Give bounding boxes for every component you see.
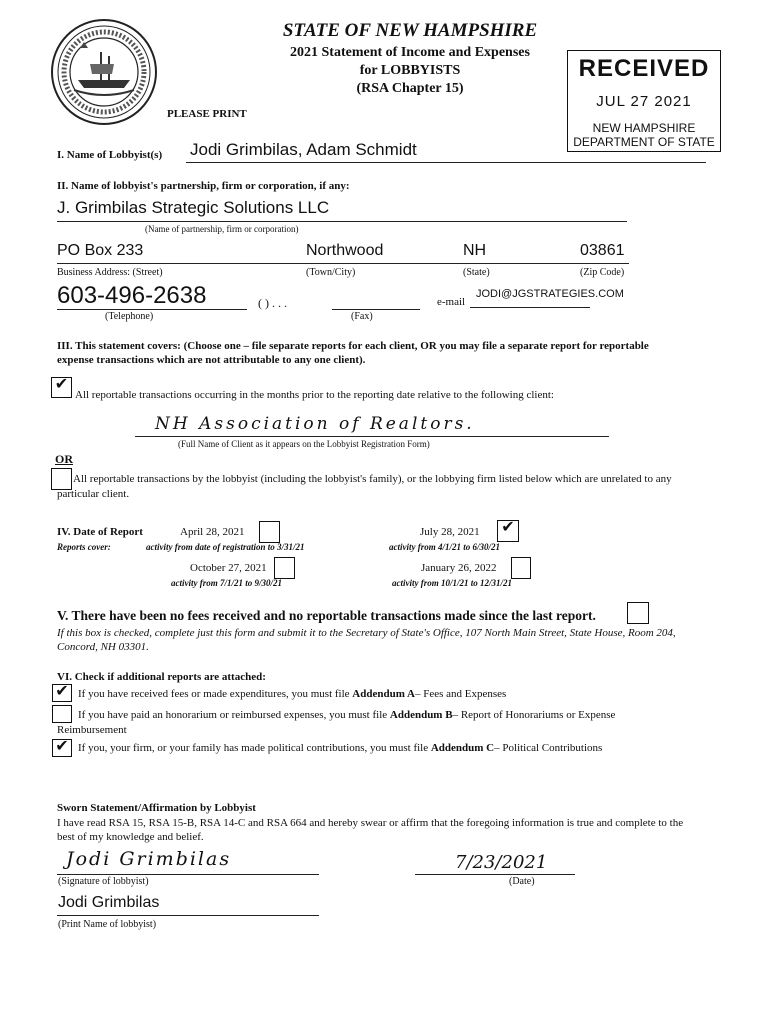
unattributed-option-text: All reportable transactions by the lobbyist (including the lobbyist's family), or the lobbying firm listed below which are unrelated to any particular client. — [57, 473, 672, 500]
date-of-report-label: IV. Date of Report — [57, 526, 143, 538]
addendum-a-post: – Fees and Expenses — [414, 688, 507, 700]
form-subtitle-1: 2021 Statement of Income and Expenses — [290, 45, 530, 60]
state-value[interactable]: NH — [463, 242, 487, 259]
date-value[interactable]: 7/23/2021 — [455, 852, 548, 873]
addendum-a-checkbox[interactable] — [52, 681, 72, 702]
form-subtitle-3: (RSA Chapter 15) — [356, 81, 464, 96]
section3-heading: III. This statement covers: (Choose one – file separate reports for each client, OR you may file a separate report for reportable expense transactions which are not attributable to any one client). — [57, 340, 649, 366]
received-stamp — [567, 50, 721, 152]
client-name-value[interactable]: NH Association of Realtors. — [155, 414, 475, 434]
addendum-b-pre: If you have paid an honorarium or reimbursed expenses, you must file — [78, 709, 390, 721]
addendum-a-name: Addendum A — [352, 688, 415, 700]
addendum-b-name: Addendum B — [389, 709, 453, 721]
client-line — [135, 436, 609, 437]
street-caption: Business Address: (Street) — [57, 267, 163, 278]
reports-cover-label: Reports cover: — [57, 542, 111, 552]
address-line — [57, 263, 629, 264]
firm-value[interactable]: J. Grimbilas Strategic Solutions LLC — [57, 198, 330, 217]
phone-line — [57, 309, 247, 310]
addendum-a-pre: If you have received fees or made expenditures, you must file — [78, 688, 353, 700]
zip-caption: (Zip Code) — [580, 267, 625, 278]
report-1-checkbox[interactable] — [259, 521, 280, 543]
report-date-2: July 28, 2021 — [420, 526, 480, 538]
signature-value[interactable]: Jodi Grimbilas — [66, 848, 232, 870]
email-value[interactable]: JODI@JGSTRATEGIES.COM — [476, 288, 624, 300]
report-range-1: activity from date of registration to 3/31/21 — [146, 542, 305, 552]
signature-caption: (Signature of lobbyist) — [58, 876, 149, 887]
checkmark-icon: ✔ — [501, 517, 515, 536]
report-2-checkbox[interactable] — [497, 517, 519, 542]
lobbyist-name-value[interactable]: Jodi Grimbilas, Adam Schmidt — [190, 140, 417, 159]
report-3-checkbox[interactable] — [274, 557, 295, 579]
stamp-date: JUL 27 2021 — [596, 93, 692, 110]
client-caption: (Full Name of Client as it appears on the Lobbyist Registration Form) — [178, 439, 430, 449]
lobbyist-name-line — [186, 162, 706, 163]
town-value[interactable]: Northwood — [306, 242, 384, 259]
checkmark-icon: ✔ — [54, 374, 69, 393]
sworn-heading: Sworn Statement/Affirmation by Lobbyist — [57, 802, 256, 814]
report-range-4: activity from 10/1/21 to 12/31/21 — [392, 578, 512, 588]
report-date-4: January 26, 2022 — [421, 562, 497, 574]
phone-caption: (Telephone) — [105, 311, 154, 322]
fax-line — [332, 309, 420, 310]
client-checkbox[interactable] — [51, 374, 72, 398]
addendum-b-text — [57, 708, 677, 738]
sworn-text: I have read RSA 15, RSA 15-B, RSA 14-C and RSA 664 and hereby swear or affirm that the foregoing information is true and complete to the best of my knowledge and belief. — [57, 817, 684, 843]
addendum-c-text — [78, 742, 602, 754]
fax-area-code[interactable]: ( ) . . . — [258, 296, 287, 310]
section5-note: If this box is checked, complete just this form and submit it to the Secretary of State's Office, 107 North Main Street, State House, Room 204, Concord, NH 03301. — [57, 627, 676, 653]
email-label: e-mail — [437, 296, 466, 308]
print-name-line — [57, 915, 319, 916]
lobbyist-name-label: I. Name of Lobbyist(s) — [57, 149, 163, 161]
form-title: STATE OF NEW HAMPSHIRE — [282, 20, 538, 41]
checkmark-icon: ✔ — [55, 736, 69, 755]
please-print-label: PLEASE PRINT — [167, 108, 247, 120]
town-caption: (Town/City) — [306, 267, 356, 278]
print-name-caption: (Print Name of lobbyist) — [58, 919, 157, 930]
phone-value[interactable]: 603-496-2638 — [57, 282, 207, 309]
report-date-1: April 28, 2021 — [180, 526, 245, 538]
email-line — [470, 307, 590, 308]
section5-heading: V. There have been no fees received and no reportable transactions made since the last report. — [57, 608, 596, 623]
print-name-value[interactable]: Jodi Grimbilas — [58, 894, 160, 911]
addendum-b-post: – Report of Honorariums or Expense Reimbursement — [57, 709, 616, 736]
report-range-2: activity from 4/1/21 to 6/30/21 — [389, 542, 500, 552]
form-subtitle-2: for LOBBYISTS — [359, 63, 461, 78]
firm-label: II. Name of lobbyist's partnership, firm or corporation, if any: — [57, 180, 350, 192]
report-4-checkbox[interactable] — [511, 557, 531, 579]
state-seal-icon — [50, 18, 158, 126]
stamp-received-text: RECEIVED — [578, 55, 710, 82]
no-fees-checkbox[interactable] — [627, 602, 649, 624]
firm-caption: (Name of partnership, firm or corporation) — [145, 224, 299, 234]
stamp-line-2: DEPARTMENT OF STATE — [573, 135, 715, 149]
zip-value[interactable]: 03861 — [580, 242, 625, 259]
addendum-a-text — [78, 688, 506, 700]
street-value[interactable]: PO Box 233 — [57, 242, 144, 259]
stamp-line-1: NEW HAMPSHIRE — [592, 121, 696, 135]
addendum-c-checkbox[interactable] — [52, 736, 72, 757]
addendum-c-pre: If you, your firm, or your family has made political contributions, you must file — [78, 742, 431, 754]
signature-line — [57, 874, 319, 875]
state-caption: (State) — [463, 267, 490, 278]
addendum-c-name: Addendum C — [430, 742, 495, 754]
checkmark-icon: ✔ — [55, 681, 69, 700]
section6-heading: VI. Check if additional reports are attached: — [57, 671, 266, 683]
date-caption: (Date) — [509, 876, 535, 887]
firm-line — [57, 221, 627, 222]
client-option-text: All reportable transactions occurring in the months prior to the reporting date relative to the following client: — [75, 389, 554, 401]
addendum-c-post: – Political Contributions — [494, 742, 603, 754]
report-date-3: October 27, 2021 — [190, 562, 267, 574]
date-line — [415, 874, 575, 875]
fax-caption: (Fax) — [351, 311, 373, 322]
or-label: OR — [55, 452, 73, 466]
report-range-3: activity from 7/1/21 to 9/30/21 — [171, 578, 282, 588]
